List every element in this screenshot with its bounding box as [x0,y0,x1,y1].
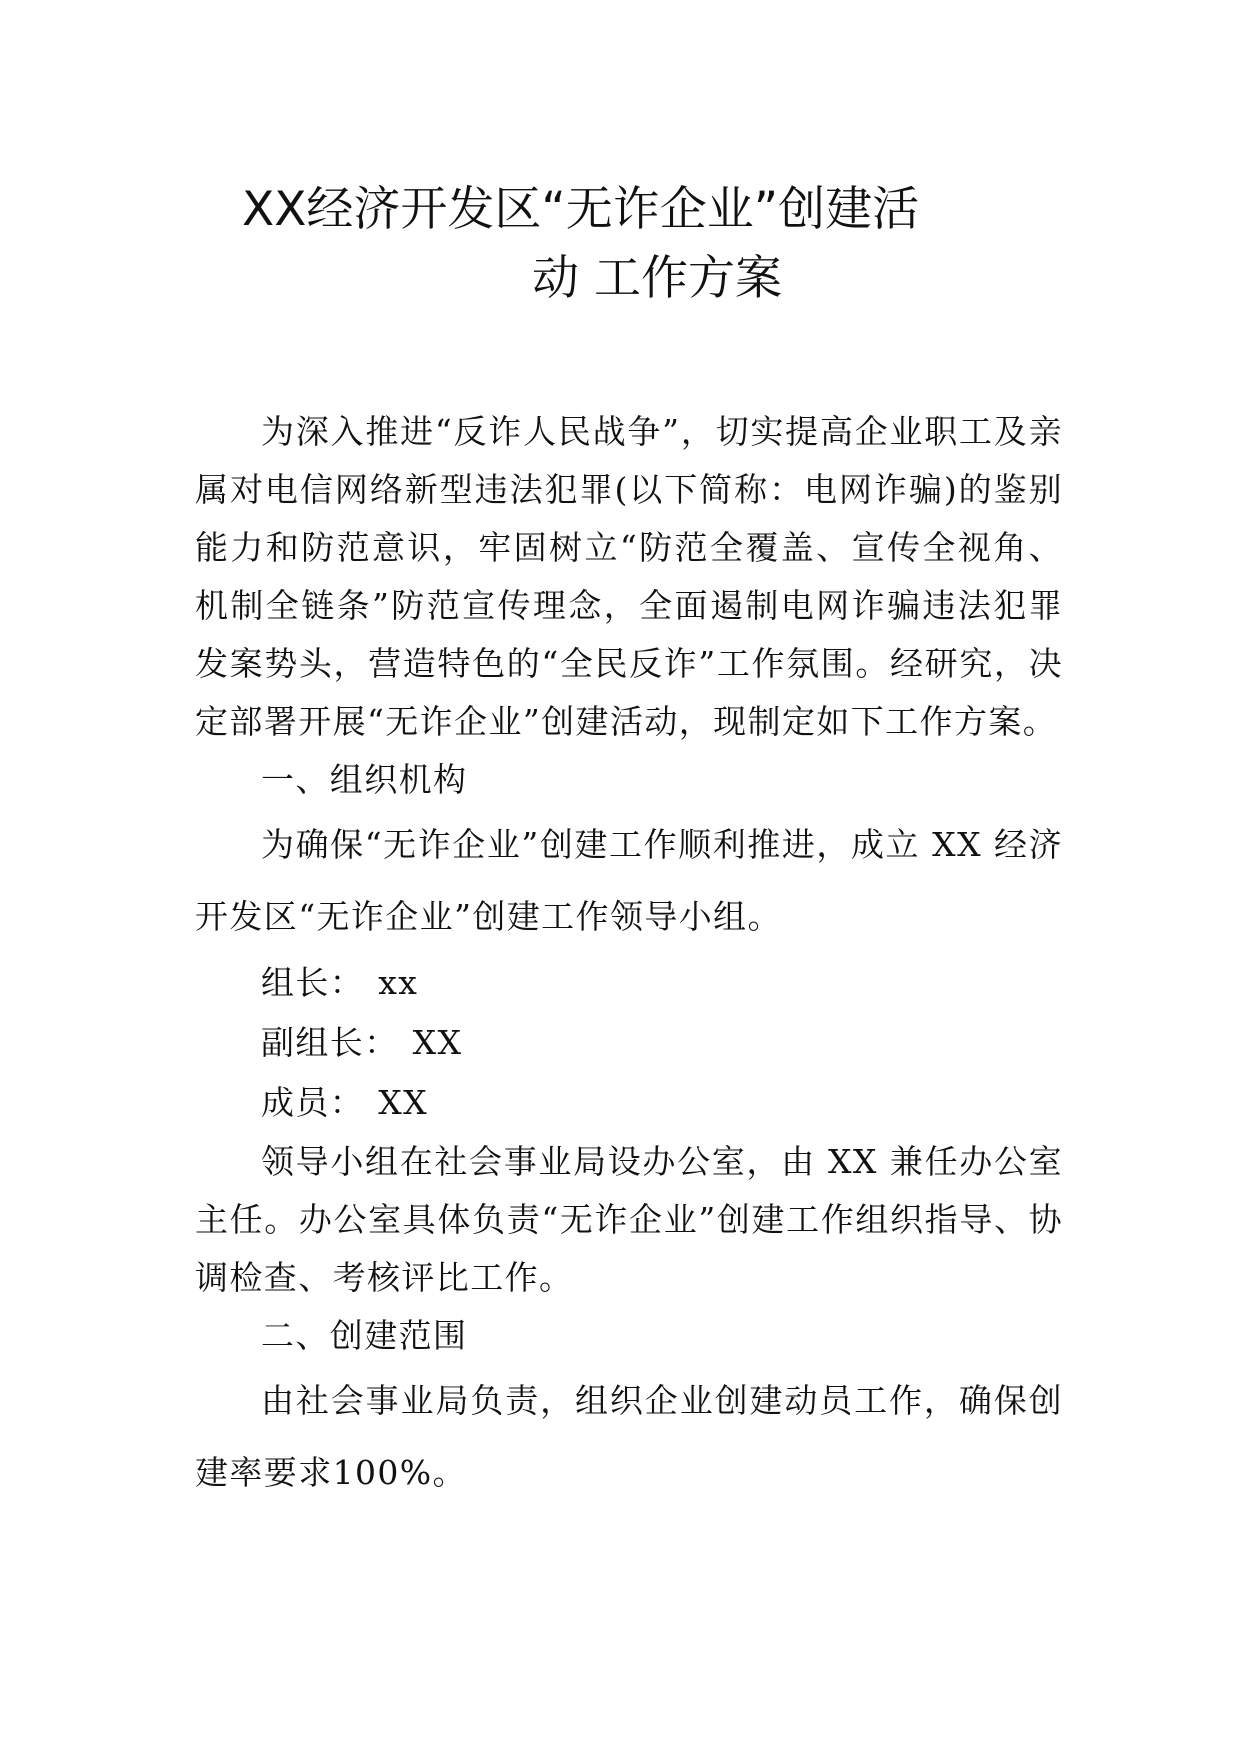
scope-paragraph: 由社会事业局负责，组织企业创建动员工作，确保创建率要求100%。 [195,1381,1063,1492]
organization-paragraph: 为确保“无诈企业”创建工作顺利推进，成立 XX 经济开发区“无诈企业”创建工作领导小组。 [195,825,1063,936]
members-value: XX [378,1083,428,1122]
office-paragraph: 领导小组在社会事业局设办公室，由 XX 兼任办公室主任。办公室具体负责“无诈企业”创建工作组织指导、协调检查、考核评比工作。 [195,1142,1063,1297]
deputy-leader-label: 副组长： [261,1023,399,1062]
section-heading-scope: 二、创建范围 [261,1316,468,1355]
members-label: 成员： [261,1083,365,1122]
document-body [195,403,1063,1509]
deputy-leader-value: XX [412,1023,463,1062]
leader-value: xx [378,963,419,1002]
document-title-line-1: XX经济开发区“无诈企业”创建活 [242,182,920,237]
deputy-leader-line [195,1013,1063,1073]
document-title-line-2: 动 工作方案 [532,251,782,306]
intro-paragraph: 为深入推进“反诈人民战争”，切实提高企业职工及亲属对电信网络新型违法犯罪(以下简称：电网诈骗)的鉴别能力和防范意识，牢固树立“防范全覆盖、宣传全视角、机制全链条”防范宣传理念，全面遏制电网诈骗违法犯罪发案势头，营造特色的“全民反诈”工作氛围。经研究，决定部署开展“无诈企业”创建活动，现制定如下工作方案。 [195,412,1063,741]
section-heading-organization: 一、组织机构 [261,760,468,799]
members-line [195,1073,1063,1133]
leader-line [195,953,1063,1013]
leader-label: 组长： [261,963,365,1002]
